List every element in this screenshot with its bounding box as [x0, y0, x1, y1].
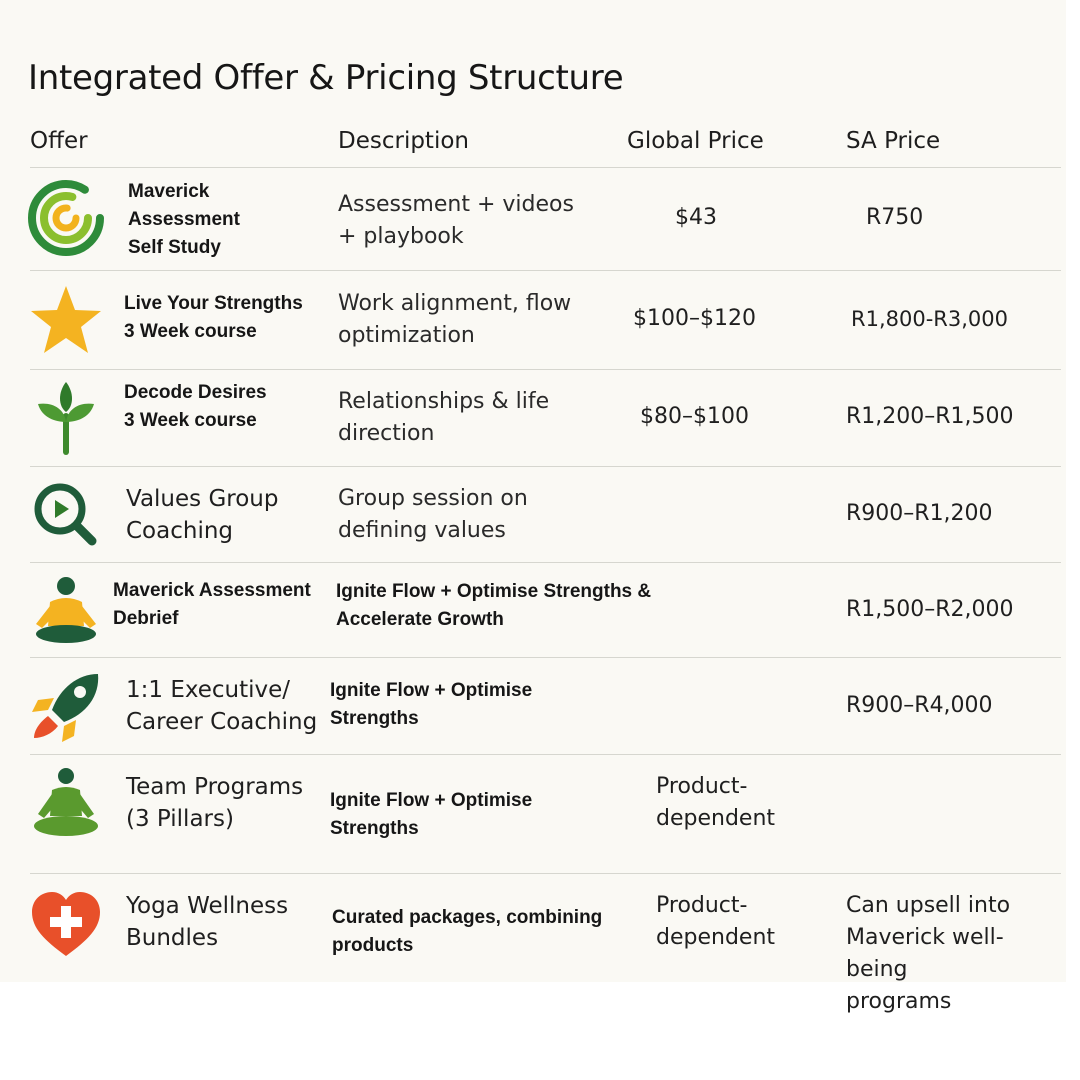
offer-name: 1:1 Executive/ Career Coaching [126, 677, 318, 735]
row-divider [30, 657, 1061, 658]
offer-description: Assessment + videos + playbook [338, 192, 574, 249]
sa-price: R900–R4,000 [846, 693, 993, 718]
sa-price: R1,200–R1,500 [846, 404, 1014, 429]
offer-description: Group session on defining values [338, 486, 528, 543]
offer-description: Ignite Flow + Optimise Strengths [330, 790, 533, 839]
offer-name: Maverick Assessment Self Study [128, 181, 240, 258]
row-divider [30, 562, 1061, 563]
global-price: Product- dependent [656, 774, 776, 831]
rocket-icon [26, 668, 106, 748]
offer-name: Maverick Assessment Debrief [113, 580, 311, 629]
heart-plus-icon [26, 884, 106, 964]
offer-name: Team Programs (3 Pillars) [126, 774, 304, 832]
offer-name: Yoga Wellness Bundles [126, 893, 289, 951]
offer-description: Ignite Flow + Optimise Strengths [330, 680, 533, 729]
global-price: Product- dependent [656, 893, 776, 950]
offer-description: Ignite Flow + Optimise Strengths & Accelerate Growth [336, 581, 652, 630]
column-header-sa-price: SA Price [846, 128, 941, 154]
sprout-icon [26, 378, 106, 458]
global-price: $80–$100 [640, 404, 749, 429]
sa-price: R1,500–R2,000 [846, 597, 1014, 622]
row-divider [30, 270, 1061, 271]
offer-name: Decode Desires 3 Week course [124, 382, 267, 431]
offer-name: Values Group Coaching [126, 486, 279, 544]
meditating-person-icon [26, 572, 106, 652]
offer-name: Live Your Strengths 3 Week course [124, 293, 303, 342]
spiral-icon [26, 178, 106, 258]
sa-price: R1,800-R3,000 [851, 307, 1008, 331]
page-title: Integrated Offer & Pricing Structure [28, 58, 624, 98]
yoga-person-icon [26, 764, 106, 844]
star-icon [26, 280, 106, 360]
row-divider [30, 873, 1061, 874]
column-header-global-price: Global Price [627, 128, 764, 154]
global-price: $100–$120 [633, 306, 756, 331]
offer-description: Relationships & life direction [338, 389, 550, 446]
row-divider [30, 167, 1061, 168]
global-price: $43 [675, 205, 717, 230]
sa-price: Can upsell into Maverick well-being programs [846, 893, 1011, 1014]
sa-price: R750 [866, 205, 924, 230]
row-divider [30, 466, 1061, 467]
column-header-description: Description [338, 128, 469, 154]
column-header-offer: Offer [30, 128, 88, 154]
offer-description: Work alignment, flow optimization [338, 291, 572, 348]
row-divider [30, 754, 1061, 755]
offer-description: Curated packages, combining products [332, 907, 603, 956]
sa-price: R900–R1,200 [846, 501, 993, 526]
row-divider [30, 369, 1061, 370]
magnifier-play-icon [26, 475, 106, 555]
